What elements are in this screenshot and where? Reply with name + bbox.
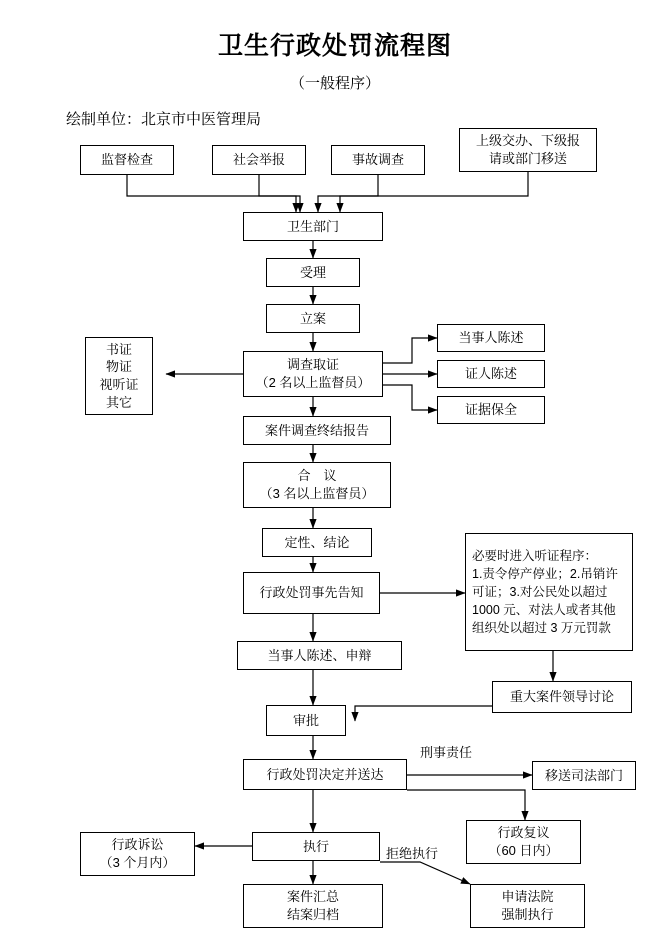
node-approval[interactable]: 审批 bbox=[266, 705, 346, 736]
node-health-dept[interactable]: 卫生部门 bbox=[243, 212, 383, 241]
node-transfer-in[interactable]: 上级交办、下级报 请或部门移送 bbox=[459, 128, 597, 172]
node-discussion[interactable]: 合 议 （3 名以上监督员） bbox=[243, 462, 391, 508]
node-prior-notice[interactable]: 行政处罚事先告知 bbox=[243, 572, 380, 614]
node-party-defense[interactable]: 当事人陈述、申辩 bbox=[237, 641, 402, 670]
node-file-case[interactable]: 立案 bbox=[266, 304, 360, 333]
node-party-statement[interactable]: 当事人陈述 bbox=[437, 324, 545, 352]
node-supervise-check[interactable]: 监督检查 bbox=[80, 145, 174, 175]
node-witness-statement[interactable]: 证人陈述 bbox=[437, 360, 545, 388]
page-subtitle: （一般程序） bbox=[289, 75, 380, 92]
edge-label-refuse-execution: 拒绝执行 bbox=[386, 846, 439, 861]
node-archive[interactable]: 案件汇总 结案归档 bbox=[243, 884, 383, 928]
node-social-report[interactable]: 社会举报 bbox=[212, 145, 306, 175]
credit-line: 绘制单位：北京市中医管理局 bbox=[66, 111, 262, 128]
node-evidence-types[interactable]: 书证 物证 视听证 其它 bbox=[85, 337, 153, 415]
node-accept[interactable]: 受理 bbox=[266, 258, 360, 287]
node-decision-serve[interactable]: 行政处罚决定并送达 bbox=[243, 759, 407, 790]
page-title: 卫生行政处罚流程图 bbox=[217, 32, 452, 60]
node-admin-lawsuit[interactable]: 行政诉讼 （3 个月内） bbox=[80, 832, 195, 876]
node-conclusion[interactable]: 定性、结论 bbox=[262, 528, 372, 557]
edge-label-criminal-liability: 刑事责任 bbox=[420, 745, 473, 760]
node-execute[interactable]: 执行 bbox=[252, 832, 380, 861]
node-admin-review[interactable]: 行政复议 （60 日内） bbox=[466, 820, 581, 864]
node-transfer-judicial[interactable]: 移送司法部门 bbox=[532, 761, 636, 790]
node-court-enforce[interactable]: 申请法院 强制执行 bbox=[470, 884, 585, 928]
node-final-report[interactable]: 案件调查终结报告 bbox=[243, 416, 391, 445]
node-evidence-preserve[interactable]: 证据保全 bbox=[437, 396, 545, 424]
node-major-case-leader[interactable]: 重大案件领导讨论 bbox=[492, 681, 632, 713]
node-investigate[interactable]: 调查取证 （2 名以上监督员） bbox=[243, 351, 383, 397]
node-accident-investigation[interactable]: 事故调查 bbox=[331, 145, 425, 175]
node-hearing-note[interactable]: 必要时进入听证程序： 1.责令停产停业；2.吊销许 可证；3.对公民处以超过 1000 元、对法人或者其他 组织处以超过 3 万元罚款 bbox=[465, 533, 633, 651]
